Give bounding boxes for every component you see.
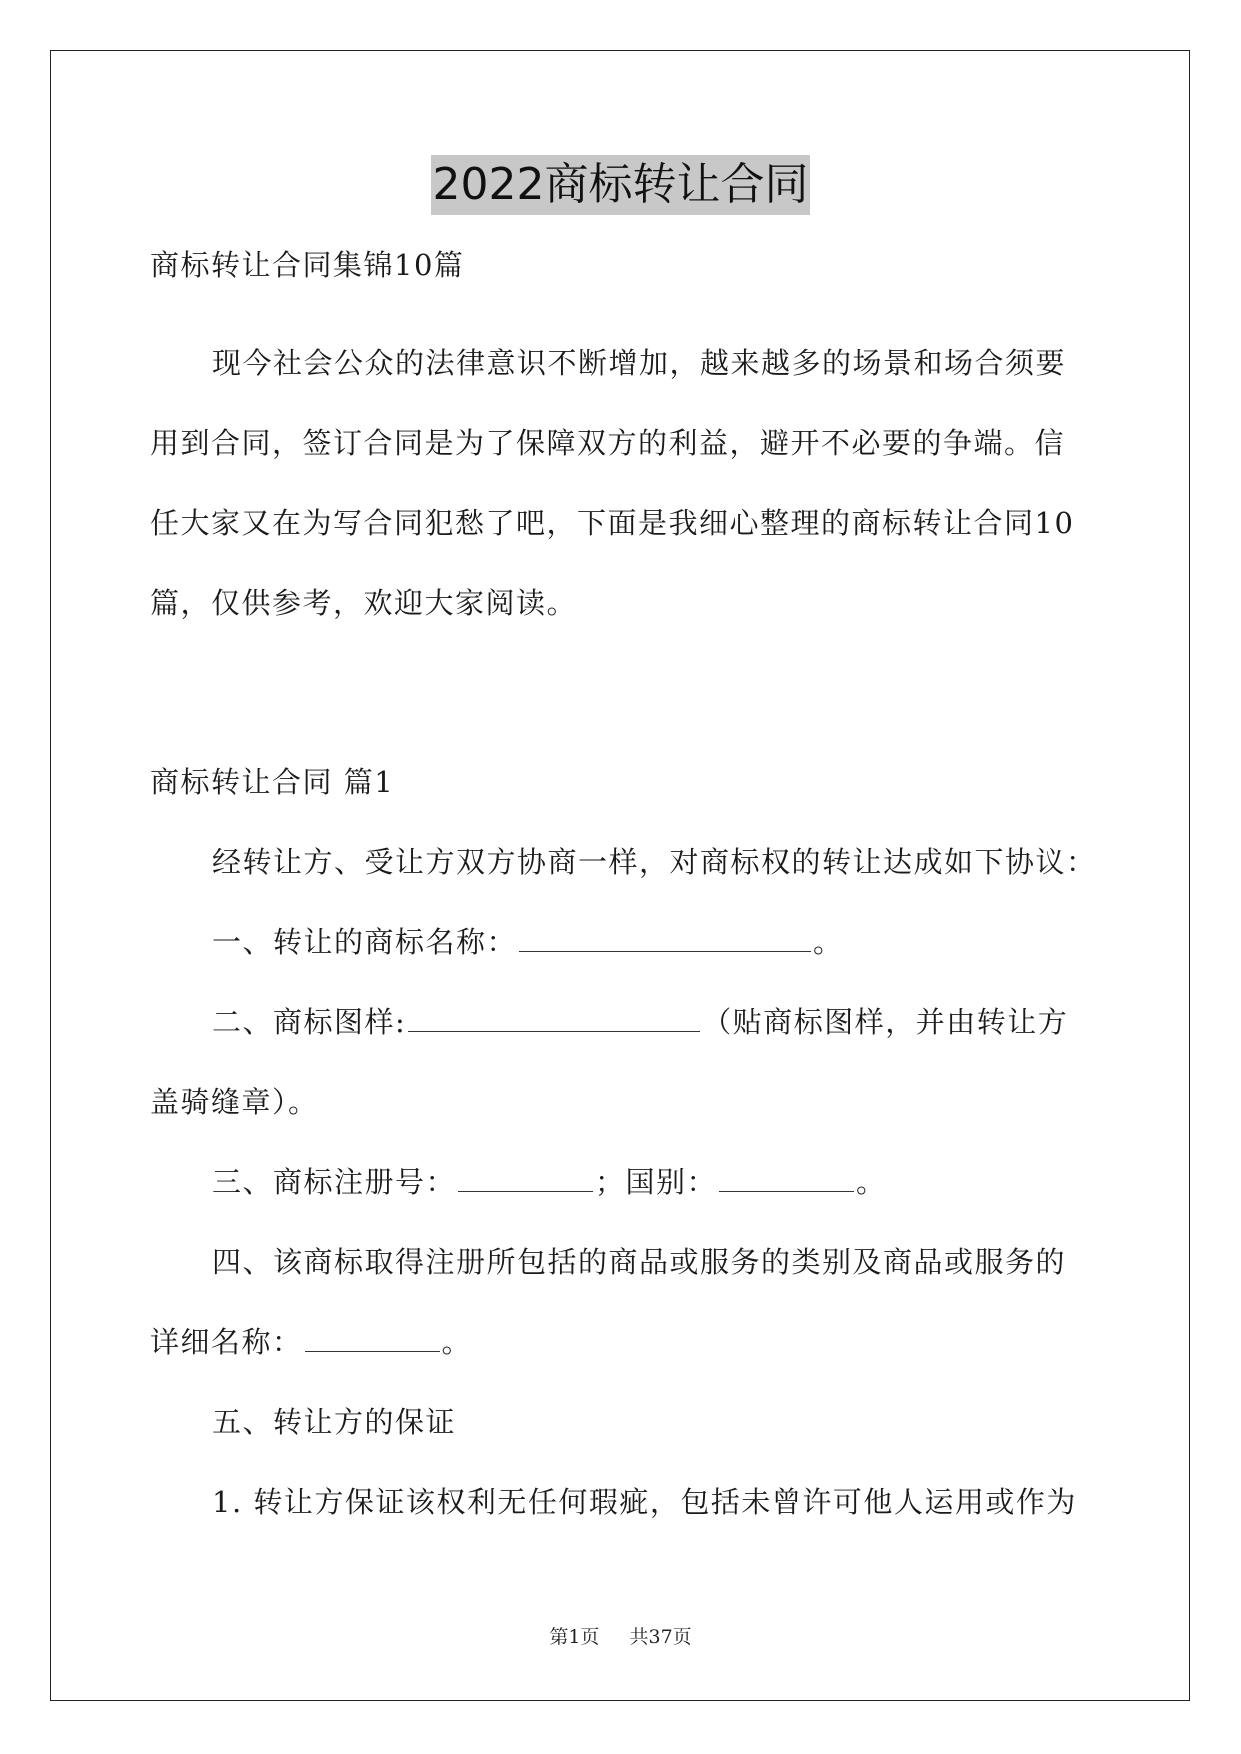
item-2-line	[212, 1002, 1068, 1042]
intro-line-1: 现今社会公众的法律意识不断增加，越来越多的场景和场合须要	[212, 346, 1067, 380]
item-2-note: （贴商标图样，并由转让方	[702, 1005, 1069, 1039]
intro-line-3: 任大家又在为写合同犯愁了吧，下面是我细心整理的商标转让合同10	[150, 506, 1075, 540]
item-1-line	[212, 922, 844, 962]
country-blank	[719, 1163, 854, 1192]
item-3-label: 三、商标注册号：	[212, 1165, 457, 1199]
item-4-label: 详细名称：	[150, 1325, 303, 1359]
page-number: 第1页	[549, 1626, 600, 1648]
registration-number-blank	[458, 1163, 593, 1192]
agreement-paragraph: 经转让方、受让方双方协商一样，对商标权的转让达成如下协议：	[212, 845, 1097, 879]
trademark-image-blank	[408, 1003, 700, 1032]
section-heading: 商标转让合同 篇1	[150, 765, 395, 799]
item-4-line-2	[150, 1322, 472, 1362]
item-3-mid: ；国别：	[595, 1165, 718, 1199]
item-3-end: 。	[856, 1165, 887, 1199]
item-2-line-2: 盖骑缝章）。	[150, 1085, 319, 1119]
intro-line-2: 用到合同，签订合同是为了保障双方的利益，避开不必要的争端。信	[150, 426, 1066, 460]
item-1-label: 一、转让的商标名称：	[212, 925, 518, 959]
trademark-name-blank	[519, 923, 811, 952]
item-4-end: 。	[441, 1325, 473, 1359]
item-5-heading: 五、转让方的保证	[212, 1405, 457, 1439]
item-2-label: 二、商标图样:	[212, 1005, 407, 1039]
page-footer	[0, 1622, 1241, 1649]
item-5-1-line: 1. 转让方保证该权利无任何瑕疵，包括未曾许可他人运用或作为	[212, 1485, 1077, 1519]
title-container	[0, 155, 1241, 215]
goods-services-blank	[305, 1323, 440, 1352]
item-4-line-1: 四、该商标取得注册所包括的商品或服务的类别及商品或服务的	[212, 1245, 1067, 1279]
item-3-line	[212, 1162, 887, 1202]
document-title: 2022商标转让合同	[431, 155, 811, 215]
document-subtitle: 商标转让合同集锦10篇	[150, 248, 465, 282]
item-1-end: 。	[813, 925, 844, 959]
intro-line-4: 篇，仅供参考，欢迎大家阅读。	[150, 586, 578, 620]
page-total: 共37页	[629, 1626, 692, 1648]
